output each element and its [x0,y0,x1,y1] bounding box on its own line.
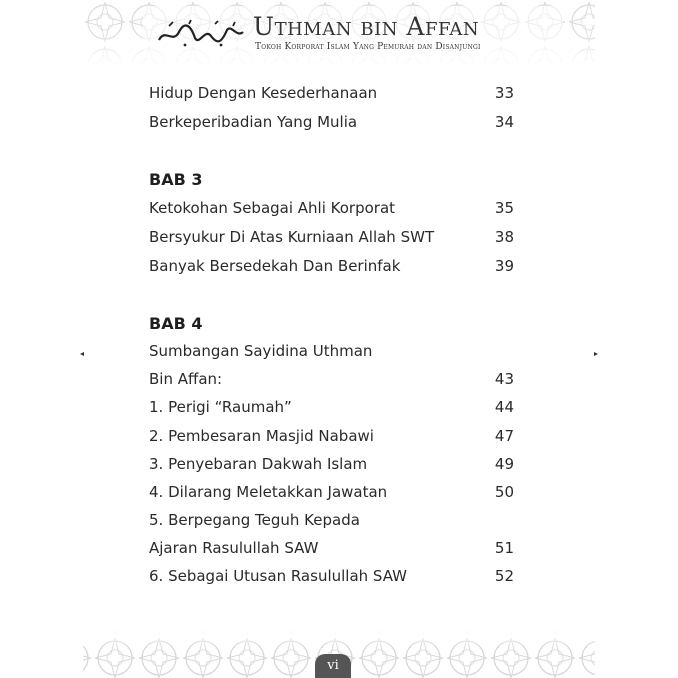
toc-entry-page: 47 [494,427,514,445]
toc-entry [149,84,514,102]
book-page [83,0,595,678]
toc-entry-page: 51 [494,539,514,557]
toc-entry-title: 1. Perigi “Raumah” [149,398,292,416]
toc-entry-title: Ajaran Rasulullah SAW [149,539,319,557]
toc-entry-page: 35 [494,199,514,217]
toc-entry [149,483,514,501]
toc-entry [149,455,514,473]
chapter-heading-bab-3: BAB 3 [149,170,203,189]
toc-entry-title: 3. Penyebaran Dakwah Islam [149,455,368,473]
toc-entry-title: 5. Berpegang Teguh Kepada [149,511,360,529]
calligraphy-logo [155,18,247,52]
toc-entry [149,427,514,445]
toc-entry [149,398,514,416]
toc-entry [149,342,509,360]
toc-entry-title: 2. Pembesaran Masjid Nabawi [149,427,374,445]
toc-entry-title: Bin Affan: [149,370,223,388]
toc-entry [149,199,514,217]
calligraphy-icon [155,18,247,48]
toc-entry-page: 33 [494,84,514,102]
toc-entry [149,257,514,275]
toc-entry-page: 44 [494,398,514,416]
toc-entry-page: 43 [494,370,514,388]
toc-entry-title: Ketokohan Sebagai Ahli Korporat [149,199,396,217]
page-footer [83,630,595,678]
toc-entry-title: 4. Dilarang Meletakkan Jawatan [149,483,388,501]
crop-mark-right [594,352,598,356]
toc-entry-page: 39 [494,257,514,275]
page-header [83,0,595,66]
toc-entry-title: Sumbangan Sayidina Uthman [149,342,373,360]
crop-mark-left [80,352,84,356]
chapter-heading-bab-4: BAB 4 [149,314,203,333]
book-subtitle: Tokoh Korporat Islam Yang Pemurah dan Disanjungi [255,42,481,52]
page-number: vi [315,654,351,678]
toc-entry-title: Banyak Bersedekah Dan Berinfak [149,257,401,275]
toc-entry-title: Hidup Dengan Kesederhanaan [149,84,378,102]
book-title: Uthman bin Affan [253,12,480,41]
toc-entry-title: 6. Sebagai Utusan Rasulullah SAW [149,567,407,585]
toc-entry-page: 50 [494,483,514,501]
toc-entry [149,113,514,131]
toc-entry-title: Bersyukur Di Atas Kurniaan Allah SWT [149,228,435,246]
toc-entry-page: 38 [494,228,514,246]
toc-entry [149,511,509,529]
toc-entry-page: 52 [494,567,514,585]
toc-entry [149,370,514,388]
toc-entry-page: 49 [494,455,514,473]
toc-entry [149,539,514,557]
toc-entry-title: Berkeperibadian Yang Mulia [149,113,358,131]
toc-entry [149,567,514,585]
toc-entry [149,228,514,246]
toc-entry-page: 34 [494,113,514,131]
